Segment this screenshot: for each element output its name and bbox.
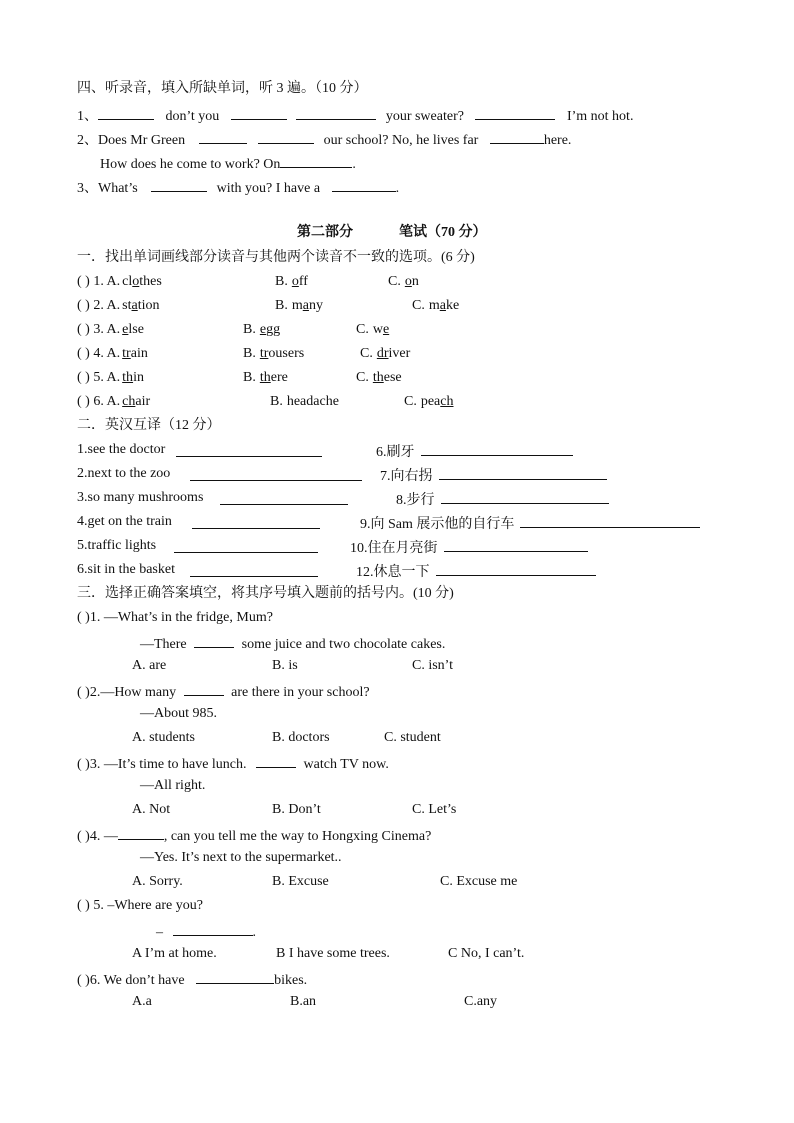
line-text: your sweater? bbox=[385, 109, 464, 124]
option-word bbox=[122, 394, 150, 409]
line-text: with you? I have a bbox=[216, 181, 321, 196]
part-2-subheading: 笔试（70 分） bbox=[399, 225, 487, 240]
underlined-part: a bbox=[131, 298, 138, 313]
word-part: ese bbox=[383, 370, 402, 385]
phrase: 12.休息一下 bbox=[356, 565, 430, 580]
word-part: tion bbox=[137, 298, 160, 313]
line-text: What’s bbox=[98, 181, 138, 196]
mc-option-b[interactable]: B. Don’t bbox=[272, 802, 321, 817]
option-word bbox=[373, 370, 402, 385]
option-word bbox=[373, 322, 389, 337]
option-label: C. bbox=[356, 370, 369, 385]
underlined-part: dr bbox=[376, 346, 389, 361]
word-part: in bbox=[133, 370, 144, 385]
phrase: 4.get on the train bbox=[77, 514, 172, 529]
answer-blank[interactable] bbox=[192, 514, 320, 529]
answer-blank[interactable] bbox=[256, 753, 296, 768]
underlined-part: e bbox=[122, 322, 129, 337]
line-text: Does Mr Green bbox=[98, 133, 186, 148]
option-c bbox=[360, 345, 410, 363]
word-part: ny bbox=[308, 298, 323, 313]
item-number[interactable]: ( ) 4. A. bbox=[77, 346, 121, 361]
translation-en-item bbox=[77, 537, 156, 555]
mc-question-6-stem bbox=[77, 969, 307, 990]
listening-line-2b bbox=[100, 153, 356, 174]
option-label: B. bbox=[243, 322, 256, 337]
underlined-part: o bbox=[291, 274, 299, 289]
section-4-title: 四、听录音，填入所缺单词，听 3 遍。（10 分） bbox=[77, 81, 368, 96]
translation-en-item bbox=[77, 561, 175, 579]
option-c bbox=[388, 273, 419, 291]
answer-blank[interactable] bbox=[436, 561, 596, 576]
translation-zh-item bbox=[360, 513, 700, 534]
mc-option-c[interactable]: C No, I can’t. bbox=[448, 946, 525, 961]
phrase: 2.next to the zoo bbox=[77, 466, 171, 481]
mc-question-2-stem bbox=[77, 681, 370, 702]
option-c bbox=[356, 321, 389, 339]
option-label: C. bbox=[388, 274, 401, 289]
option-word bbox=[405, 274, 419, 289]
mc-option-c[interactable]: C.any bbox=[464, 994, 498, 1009]
option-word bbox=[260, 322, 280, 337]
phrase: 6.sit in the basket bbox=[77, 562, 175, 577]
line-text: watch TV now. bbox=[303, 757, 389, 772]
word-part: pea bbox=[420, 394, 441, 409]
answer-blank[interactable] bbox=[296, 105, 376, 120]
option-word bbox=[292, 274, 308, 289]
mc-option-b[interactable]: B. doctors bbox=[272, 730, 330, 745]
mc-question-5-stem: ( ) 5. –Where are you? bbox=[77, 898, 203, 913]
underlined-part: ch bbox=[440, 394, 454, 409]
question-1-title: 一．找出单词画线部分读音与其他两个读音不一致的选项。(6 分) bbox=[77, 250, 475, 265]
option-word bbox=[122, 322, 144, 337]
line-text: – bbox=[156, 925, 163, 940]
option-b bbox=[275, 273, 308, 291]
pronunciation-item bbox=[77, 393, 150, 411]
mc-option-b[interactable]: B. Excuse bbox=[272, 874, 329, 889]
answer-blank[interactable] bbox=[441, 489, 609, 504]
part-2-heading: 第二部分 bbox=[297, 225, 353, 240]
item-number[interactable]: ( ) 5. A. bbox=[77, 370, 121, 385]
line-text: I’m not hot. bbox=[566, 109, 634, 124]
answer-blank[interactable] bbox=[520, 513, 700, 528]
option-c bbox=[356, 369, 402, 387]
answer-blank[interactable] bbox=[332, 177, 396, 192]
word-part: gg bbox=[266, 322, 281, 337]
pronunciation-item bbox=[77, 345, 148, 363]
underlined-part: ch bbox=[122, 394, 136, 409]
word-part: ere bbox=[270, 370, 288, 385]
answer-blank[interactable] bbox=[190, 562, 318, 577]
question-2-title: 二．英汉互译（12 分） bbox=[77, 418, 221, 433]
answer-blank[interactable] bbox=[196, 969, 274, 984]
option-label: B. bbox=[275, 298, 288, 313]
question-3-title: 三．选择正确答案填空，将其序号填入题前的括号内。(10 分) bbox=[77, 586, 454, 601]
mc-question-4-line-2: —Yes. It’s next to the supermarket.. bbox=[140, 850, 342, 865]
mc-question-1-stem: ( )1. —What’s in the fridge, Mum? bbox=[77, 610, 273, 625]
pronunciation-item bbox=[77, 297, 160, 315]
mc-question-5-line-2 bbox=[156, 921, 256, 942]
answer-blank[interactable] bbox=[173, 921, 253, 936]
mc-question-3-stem bbox=[77, 753, 389, 774]
word-part: n bbox=[411, 274, 419, 289]
item-number: 3、 bbox=[77, 181, 98, 196]
item-number[interactable]: ( ) 3. A. bbox=[77, 322, 121, 337]
word-part: ff bbox=[298, 274, 308, 289]
option-b bbox=[243, 369, 288, 387]
mc-question-2-line-2: —About 985. bbox=[140, 706, 217, 721]
mc-question-4-stem bbox=[77, 825, 431, 846]
translation-zh-item bbox=[350, 537, 588, 558]
word-part: ke bbox=[445, 298, 460, 313]
phrase: 7.向右拐 bbox=[380, 469, 433, 484]
word-part: headache bbox=[286, 394, 339, 409]
answer-blank[interactable] bbox=[118, 825, 164, 840]
answer-blank[interactable] bbox=[151, 177, 207, 192]
translation-en-item bbox=[77, 441, 165, 459]
line-text: , can you tell me the way to Hongxing Cinema? bbox=[163, 829, 432, 844]
line-text: . bbox=[252, 925, 256, 940]
mc-option-c[interactable]: C. isn’t bbox=[412, 658, 453, 673]
item-number[interactable]: ( ) 6. A. bbox=[77, 394, 121, 409]
pronunciation-item bbox=[77, 321, 144, 339]
mc-option-b[interactable]: B.an bbox=[290, 994, 317, 1009]
phrase: 1.see the doctor bbox=[77, 442, 166, 457]
option-word bbox=[260, 346, 304, 361]
line-text: —There bbox=[140, 637, 187, 652]
translation-en-item bbox=[77, 489, 203, 507]
pronunciation-item bbox=[77, 369, 144, 387]
mc-option-a[interactable]: A.a bbox=[132, 994, 152, 1009]
phrase: 10.住在月亮街 bbox=[350, 541, 438, 556]
answer-blank[interactable] bbox=[439, 465, 607, 480]
answer-blank[interactable] bbox=[280, 153, 352, 168]
answer-blank[interactable] bbox=[475, 105, 555, 120]
phrase: 3.so many mushrooms bbox=[77, 490, 204, 505]
option-word bbox=[260, 370, 288, 385]
word-part: st bbox=[122, 298, 132, 313]
listening-line-3 bbox=[77, 177, 399, 198]
option-word bbox=[429, 298, 459, 313]
word-part: lse bbox=[128, 322, 144, 337]
answer-blank[interactable] bbox=[194, 633, 234, 648]
answer-blank[interactable] bbox=[174, 538, 318, 553]
line-text: How does he come to work? On bbox=[100, 157, 281, 172]
mc-question-3-line-2: —All right. bbox=[140, 778, 206, 793]
mc-option-a[interactable]: A. students bbox=[132, 730, 195, 745]
mc-option-c[interactable]: C. Let’s bbox=[412, 802, 457, 817]
mc-option-b[interactable]: B. is bbox=[272, 658, 298, 673]
underlined-part: th bbox=[259, 370, 271, 385]
option-c bbox=[412, 297, 459, 315]
underlined-part: o bbox=[404, 274, 412, 289]
word-part: thes bbox=[139, 274, 162, 289]
phrase: 6.刷牙 bbox=[376, 445, 415, 460]
phrase: 8.步行 bbox=[396, 493, 435, 508]
line-text: ( )3. —It’s time to have lunch. bbox=[77, 757, 247, 772]
underlined-part: tr bbox=[259, 346, 269, 361]
line-text: bikes. bbox=[274, 973, 308, 988]
answer-blank[interactable] bbox=[444, 537, 588, 552]
underlined-part: a bbox=[302, 298, 309, 313]
line-text: ( )2.—How many bbox=[77, 685, 177, 700]
translation-en-item bbox=[77, 513, 172, 531]
pronunciation-item bbox=[77, 273, 162, 291]
option-word bbox=[122, 298, 159, 313]
answer-blank[interactable] bbox=[190, 466, 362, 481]
word-part: m bbox=[291, 298, 303, 313]
translation-en-item bbox=[77, 465, 170, 483]
listening-line-1 bbox=[77, 105, 633, 126]
line-text: don’t you bbox=[165, 109, 220, 124]
option-label: B. bbox=[270, 394, 283, 409]
word-part: cl bbox=[122, 274, 133, 289]
option-b bbox=[270, 393, 339, 411]
option-label: C. bbox=[360, 346, 373, 361]
option-label: B. bbox=[243, 346, 256, 361]
underlined-part: th bbox=[122, 370, 134, 385]
word-part: w bbox=[372, 322, 383, 337]
answer-blank[interactable] bbox=[421, 441, 573, 456]
option-label: C. bbox=[412, 298, 425, 313]
option-label: C. bbox=[404, 394, 417, 409]
line-text: some juice and two chocolate cakes. bbox=[241, 637, 446, 652]
answer-blank[interactable] bbox=[176, 442, 322, 457]
answer-blank[interactable] bbox=[258, 129, 314, 144]
line-text: are there in your school? bbox=[231, 685, 370, 700]
mc-option-a[interactable]: A. are bbox=[132, 658, 167, 673]
underlined-part: th bbox=[372, 370, 384, 385]
option-word bbox=[122, 370, 144, 385]
mc-option-a[interactable]: A I’m at home. bbox=[132, 946, 217, 961]
underlined-part: e bbox=[259, 322, 267, 337]
option-b bbox=[243, 345, 304, 363]
line-text: ( )6. We don’t have bbox=[77, 973, 185, 988]
underlined-part: e bbox=[382, 322, 390, 337]
option-word bbox=[122, 346, 148, 361]
option-label: B. bbox=[275, 274, 288, 289]
phrase: 9.向 Sam 展示他的自行车 bbox=[360, 517, 515, 532]
line-text: ( )4. — bbox=[77, 829, 118, 844]
mc-option-c[interactable]: C. student bbox=[384, 730, 441, 745]
underlined-part: a bbox=[439, 298, 446, 313]
phrase: 5.traffic lights bbox=[77, 538, 157, 553]
option-c bbox=[404, 393, 454, 411]
option-b bbox=[243, 321, 280, 339]
translation-zh-item bbox=[380, 465, 607, 486]
item-number: 1、 bbox=[77, 109, 98, 124]
word-part: ain bbox=[130, 346, 148, 361]
word-part: air bbox=[135, 394, 151, 409]
mc-option-a[interactable]: A. Sorry. bbox=[132, 874, 183, 889]
line-text: here. bbox=[543, 133, 572, 148]
option-word bbox=[421, 394, 454, 409]
line-text: our school? No, he lives far bbox=[323, 133, 479, 148]
word-part: iver bbox=[388, 346, 411, 361]
option-word bbox=[287, 394, 339, 409]
answer-blank[interactable] bbox=[98, 105, 154, 120]
mc-option-c[interactable]: C. Excuse me bbox=[440, 874, 518, 889]
listening-line-2 bbox=[77, 129, 571, 150]
option-label: B. bbox=[243, 370, 256, 385]
item-number[interactable]: ( ) 1. A. bbox=[77, 274, 121, 289]
item-number[interactable]: ( ) 2. A. bbox=[77, 298, 121, 313]
answer-blank[interactable] bbox=[490, 129, 544, 144]
line-text: . bbox=[352, 157, 356, 172]
mc-question-1-line-2 bbox=[140, 633, 445, 654]
answer-blank[interactable] bbox=[199, 129, 247, 144]
answer-blank[interactable] bbox=[231, 105, 287, 120]
mc-option-a[interactable]: A. Not bbox=[132, 802, 171, 817]
option-b bbox=[275, 297, 323, 315]
option-word bbox=[122, 274, 162, 289]
word-part: m bbox=[428, 298, 440, 313]
answer-blank[interactable] bbox=[184, 681, 224, 696]
translation-zh-item bbox=[376, 441, 573, 462]
mc-option-b[interactable]: B I have some trees. bbox=[276, 946, 390, 961]
translation-zh-item bbox=[396, 489, 609, 510]
answer-blank[interactable] bbox=[220, 490, 348, 505]
option-word bbox=[377, 346, 410, 361]
underlined-part: tr bbox=[122, 346, 131, 361]
option-label: C. bbox=[356, 322, 369, 337]
translation-zh-item bbox=[356, 561, 596, 582]
item-number: 2、 bbox=[77, 133, 98, 148]
line-text: . bbox=[395, 181, 400, 196]
word-part: ousers bbox=[268, 346, 305, 361]
option-word bbox=[292, 298, 323, 313]
underlined-part: o bbox=[132, 274, 140, 289]
